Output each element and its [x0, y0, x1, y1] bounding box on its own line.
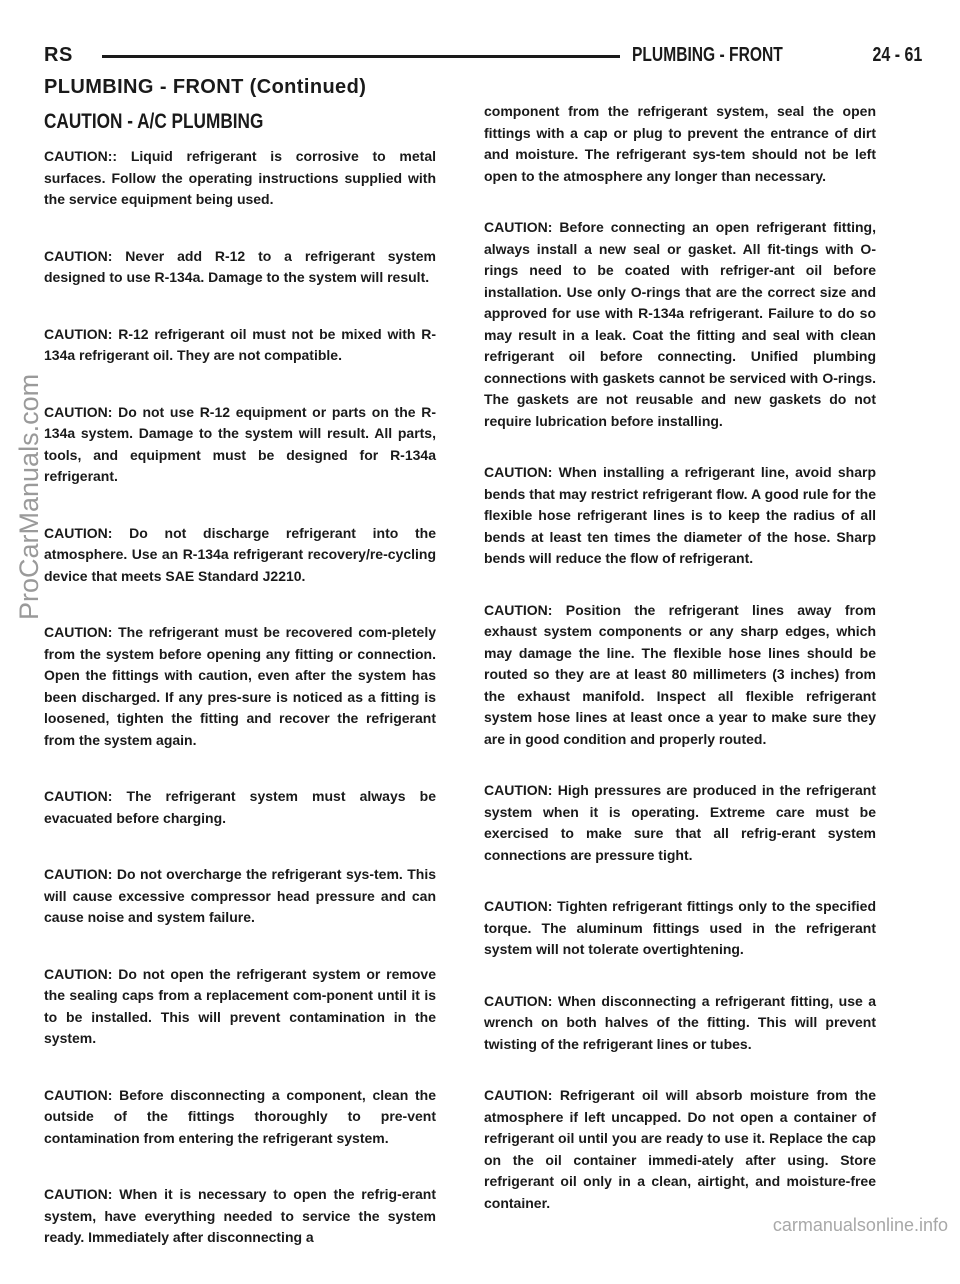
bottom-watermark: carmanualsonline.info	[772, 1215, 948, 1235]
caution-paragraph: CAUTION: The refrigerant system must always be evacuated before charging.	[44, 788, 436, 826]
caution-paragraph: CAUTION: The refrigerant must be recovered com-pletely from the system before opening any fitting or connection. Open the fittings with caution, even after the system has been discharged. If any pres-sure is noticed as a fitting is loosened, tighten the fitting and recover the refrigerant from the system again.	[44, 624, 436, 748]
section-title: PLUMBING - FRONT (Continued)	[44, 76, 367, 98]
header-page-number: 24 - 61	[872, 44, 922, 66]
page-header	[44, 44, 922, 72]
header-model-code: RS	[44, 44, 73, 66]
caution-paragraph: CAUTION:: Liquid refrigerant is corrosive to metal surfaces. Follow the operating instructions supplied with the service equipment being used.	[44, 148, 436, 207]
caution-paragraph: CAUTION: High pressures are produced in the refrigerant system when it is operating. Extreme care must be exercised to make sure that all refrig-erant system connections are pressure tight.	[484, 782, 876, 863]
side-watermark: ProCarManuals.com	[14, 373, 44, 620]
caution-paragraph: CAUTION: Do not discharge refrigerant into the atmosphere. Use an R-134a refrigerant recovery/re-cycling device that meets SAE Standard J2210.	[44, 524, 436, 584]
caution-paragraph: CAUTION: Do not use R-12 equipment or parts on the R-134a system. Damage to the system will result. All parts, tools, and equipment must be designed for R-134a refrigerant.	[44, 403, 436, 484]
caution-paragraph: CAUTION: Do not open the refrigerant system or remove the sealing caps from a replacement com-ponent until it is to be installed. This will prevent contamination in the system.	[44, 965, 436, 1046]
caution-paragraph: CAUTION: When installing a refrigerant line, avoid sharp bends that may restrict refrigerant flow. A good rule for the flexible hose refrigerant lines is to keep the radius of all bends at least ten times the diameter of the hose. Sharp bends will reduce the flow of refrigerant.	[484, 464, 876, 566]
caution-paragraph-continued: component from the refrigerant system, seal the open fittings with a cap or plug to prevent the entrance of dirt and moisture. The refrigerant sys-tem should not be left open to the atmosphere any longer than necessary.	[484, 103, 876, 184]
right-column	[484, 101, 876, 1244]
caution-paragraph: CAUTION: Before connecting an open refrigerant fitting, always install a new seal or gasket. All fit-tings with O-rings need to be coated with refriger-ant oil before installation. Use only O-rings that are the correct size and approved for use with R-134a refrigerant. Failure to do so may result in a leak. Coat the fitting and seal with clean refrigerant oil before connecting. Unified plumbing connections with gaskets cannot be serviced with O-rings. The gaskets are not reusable and new gaskets do not require lubrication before installing.	[484, 219, 876, 429]
caution-paragraph: CAUTION: R-12 refrigerant oil must not be mixed with R-134a refrigerant oil. They are not compatible.	[44, 325, 436, 363]
caution-paragraph: CAUTION: Before disconnecting a component, clean the outside of the fittings thoroughly to pre-vent contamination from entering the refrigerant system.	[44, 1086, 436, 1146]
header-section-title: PLUMBING - FRONT	[632, 44, 783, 66]
caution-paragraph: CAUTION: Do not overcharge the refrigerant sys-tem. This will cause excessive compressor head pressure and can cause noise and system failure.	[44, 866, 436, 925]
caution-heading: CAUTION - A/C PLUMBING	[44, 110, 264, 133]
left-column	[44, 110, 436, 1284]
header-rule	[102, 55, 620, 58]
caution-paragraph: CAUTION: Refrigerant oil will absorb moisture from the atmosphere if left uncapped. Do not open a container of refrigerant oil until you are ready to use it. Replace the cap on the oil container immedi-ately after using. Store refrigerant oil only in a clean, airtight, and moisture-free container.	[484, 1087, 876, 1211]
caution-paragraph: CAUTION: Position the refrigerant lines away from exhaust system components or any sharp edges, which may damage the line. The flexible hose lines should be routed so they are at least 80 millimeters (3 inches) from the exhaust manifold. Inspect all flexible refrigerant system hose lines at least once a year to make sure they are in good condition and properly routed.	[484, 601, 876, 747]
caution-paragraph: CAUTION: Tighten refrigerant fittings only to the specified torque. The aluminum fittings used in the refrigerant system will not tolerate overtightening.	[484, 898, 876, 957]
caution-paragraph: CAUTION: When disconnecting a refrigerant fitting, use a wrench on both halves of the fitting. This will prevent twisting of the refrigerant lines or tubes.	[484, 992, 876, 1052]
caution-paragraph: CAUTION: Never add R-12 to a refrigerant system designed to use R-134a. Damage to the system will result.	[44, 247, 436, 285]
caution-paragraph: CAUTION: When it is necessary to open the refrig-erant system, have everything needed to service the system ready. Immediately after disconnecting a	[44, 1186, 436, 1245]
